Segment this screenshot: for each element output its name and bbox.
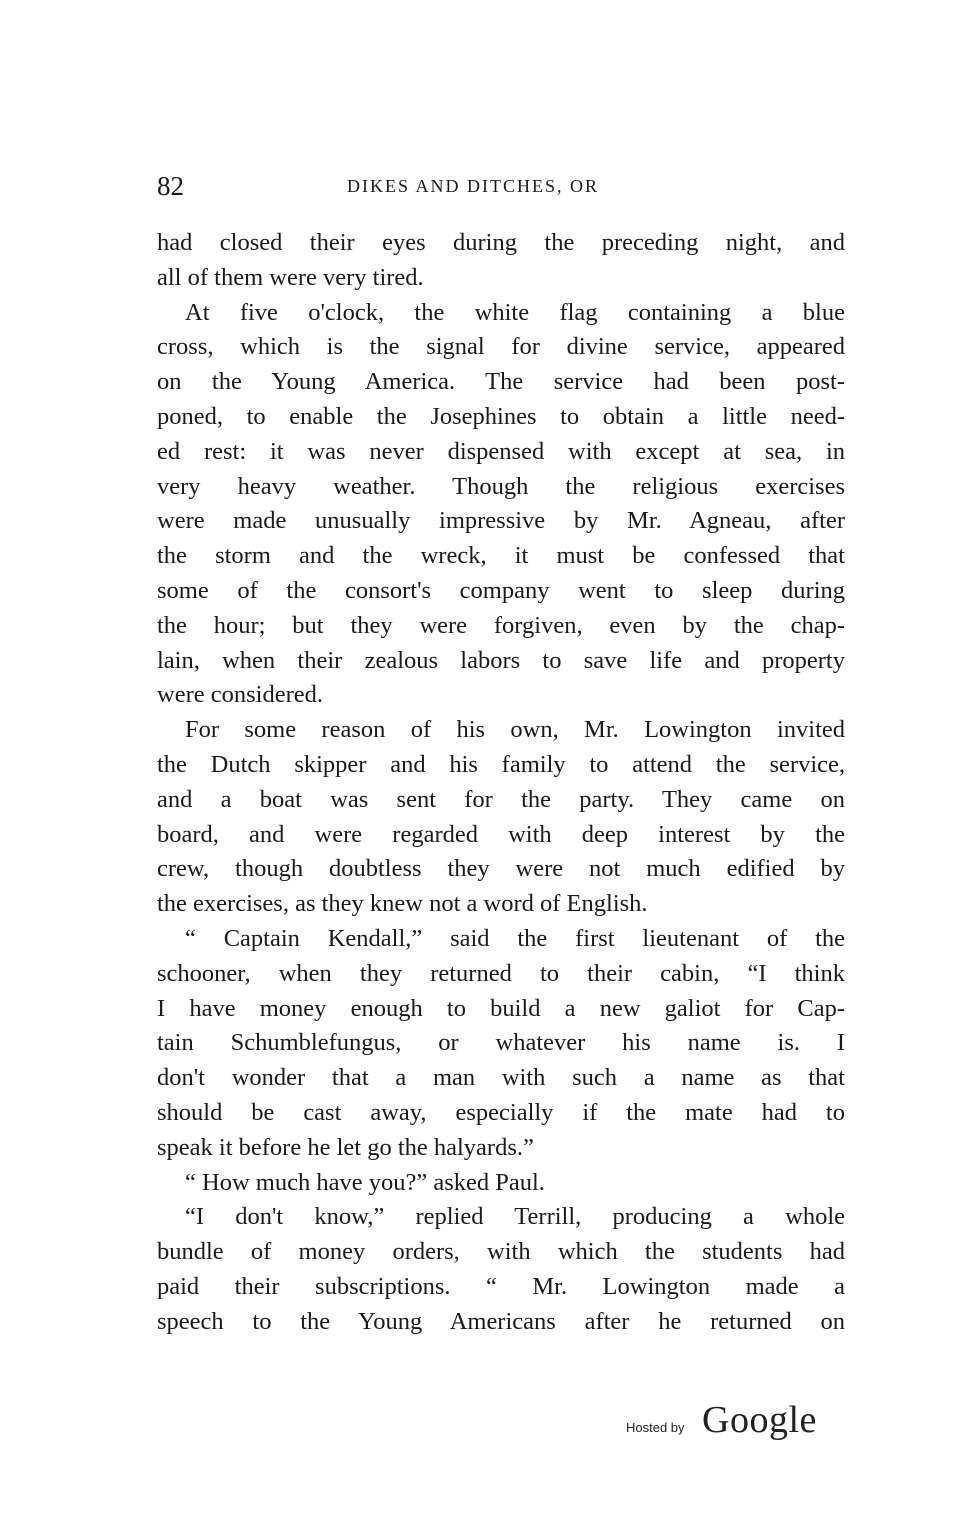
text-line: all of them were very tired.: [157, 263, 424, 291]
text-line: the hour; but they were forgiven, even by the chap-: [157, 611, 845, 639]
text-line: were made unusually impressive by Mr. Agneau, after: [157, 507, 845, 535]
hosted-by-google-watermark: [626, 1398, 836, 1448]
text-line: I have money enough to build a new galiot for Cap-: [157, 994, 845, 1022]
text-line: At five o'clock, the white flag containing a blue: [185, 298, 845, 326]
text-line: board, and were regarded with deep interest by the: [157, 820, 845, 848]
text-line: crew, though doubtless they were not much edified by: [157, 855, 845, 883]
hosted-by-label: Hosted by: [626, 1420, 685, 1435]
text-line: had closed their eyes during the preceding night, and: [157, 229, 845, 256]
running-head: DIKES AND DITCHES, OR: [347, 176, 600, 196]
text-line: bundle of money orders, with which the students had: [157, 1238, 845, 1266]
text-line: cross, which is the signal for divine service, appeared: [157, 333, 845, 361]
text-line: the Dutch skipper and his family to attend the service,: [157, 750, 845, 778]
text-line: For some reason of his own, Mr. Lowington invited: [185, 716, 845, 744]
text-line: some of the consort's company went to sleep during: [157, 576, 845, 604]
text-line: the storm and the wreck, it must be confessed that: [157, 542, 845, 570]
text-line: “ How much have you?” asked Paul.: [185, 1168, 545, 1196]
page-number: 82: [157, 171, 184, 201]
text-line: very heavy weather. Though the religious exercises: [157, 472, 845, 500]
text-line: lain, when their zealous labors to save life and property: [157, 646, 845, 674]
text-line: ed rest: it was never dispensed with except at sea, in: [157, 437, 845, 465]
text-line: the exercises, as they knew not a word of English.: [157, 890, 648, 918]
text-line: “I don't know,” replied Terrill, producing a whole: [185, 1203, 845, 1231]
text-line: should be cast away, especially if the mate had to: [157, 1098, 845, 1126]
text-line: and a boat was sent for the party. They came on: [157, 785, 845, 813]
text-line: don't wonder that a man with such a name as that: [157, 1064, 845, 1092]
text-line: were considered.: [157, 681, 323, 709]
text-line: speech to the Young Americans after he returned on: [157, 1307, 845, 1335]
text-line: speak it before he let go the halyards.”: [157, 1133, 534, 1161]
google-logo: Google: [702, 1399, 817, 1441]
text-line: paid their subscriptions. “ Mr. Lowington made a: [157, 1272, 845, 1300]
text-line: poned, to enable the Josephines to obtain a little need-: [157, 402, 845, 430]
text-line: “ Captain Kendall,” said the first lieutenant of the: [185, 924, 845, 952]
text-line: schooner, when they returned to their cabin, “I think: [157, 959, 845, 987]
body-text: [157, 226, 845, 1340]
text-line: tain Schumblefungus, or whatever his name is. I: [157, 1029, 845, 1057]
page-header: [157, 166, 847, 206]
text-line: on the Young America. The service had been post-: [157, 368, 845, 396]
